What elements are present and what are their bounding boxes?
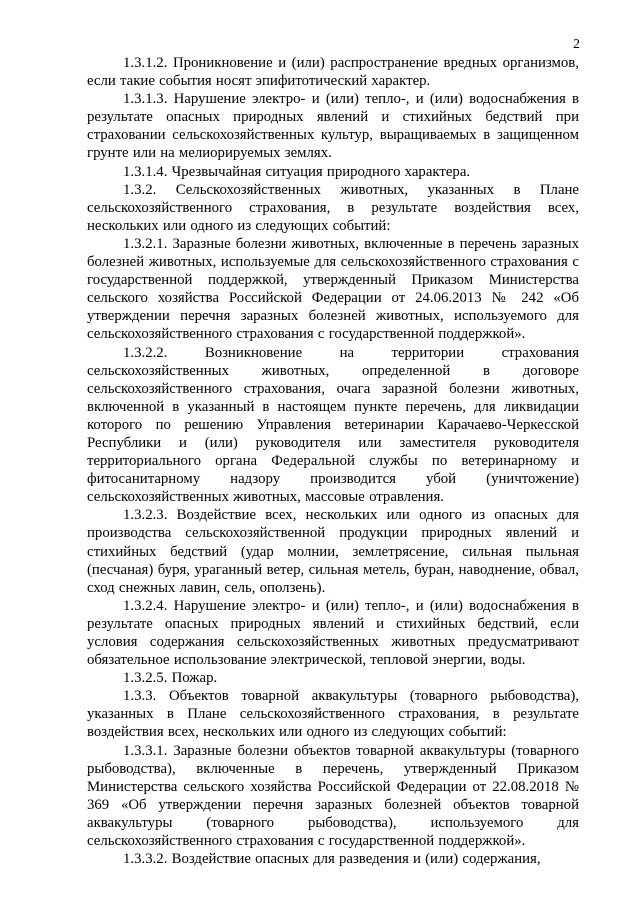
paragraph-1-3-2-1: 1.3.2.1. Заразные болезни животных, включенные в перечень заразных болезней животных, используемые для сельскохозяйственного страхования с государственной поддержкой, утвержденный Приказом Министерства сельского хозяйства Российской Федерации от 24.06.2013 № 242 «Об утверждении перечня заразных болезней животных, используемого для сельскохозяйственного страхования с государственной поддержкой». [87,235,579,343]
paragraph-1-3-2-4: 1.3.2.4. Нарушение электро- и (или) тепло-, и (или) водоснабжения в результате опасных природных явлений и стихийных бедствий, если условия содержания сельскохозяйственных животных предусматривают обязательное использование электрической, тепловой энергии, воды. [87,597,579,669]
paragraph-1-3-2-5: 1.3.2.5. Пожар. [123,670,218,687]
paragraph-1-3-1-3: 1.3.1.3. Нарушение электро- и (или) тепло-, и (или) водоснабжения в результате опасных природных явлений и стихийных бедствий при страховании сельскохозяйственных культур, выращиваемых в защищенном грунте или на мелиорируемых землях. [87,91,579,162]
paragraph-1-3-3-2: 1.3.3.2. Воздействие опасных для разведения и (или) содержания, [123,851,541,868]
document-body [87,54,579,868]
paragraph-1-3-2: 1.3.2. Сельскохозяйственных животных, указанных в Плане сельскохозяйственного страхования, в результате воздействия всех, нескольких или одного из следующих событий: [87,181,579,234]
paragraph-1-3-2-2: 1.3.2.2. Возникновение на территории страхования сельскохозяйственных животных, определенной в договоре сельскохозяйственного страхования, очага заразной болезни животных, включенной в указанный в настоящем пункте перечень, для ликвидации которого по решению Управления ветеринарии Карачаево-Черкесской Республики и (или) руководителя или заместителя руководителя территориального органа Федеральной службы по ветеринарному и фитосанитарному надзору производится убой (уничтожение) сельскохозяйственных животных, массовые отравления. [87,344,579,506]
paragraph-1-3-3: 1.3.3. Объектов товарной аквакультуры (товарного рыбоводства), указанных в Плане сельскохозяйственного страхования, в результате воздействия всех, нескольких или одного из следующих событий: [87,688,579,741]
paragraph-1-3-2-3: 1.3.2.3. Воздействие всех, нескольких или одного из опасных для производства сельскохозяйственной продукции природных явлений и стихийных бедствий (удар молнии, землетрясение, сильная пыльная (песчаная) буря, ураганный ветер, сильная метель, буран, наводнение, обвал, сход снежных лавин, сель, оползень). [87,507,579,596]
paragraph-1-3-1-4: 1.3.1.4. Чрезвычайная ситуация природного характера. [123,163,471,180]
page-number: 2 [573,37,580,52]
paragraph-1-3-3-1: 1.3.3.1. Заразные болезни объектов товарной аквакультуры (товарного рыбоводства), включенные в перечень, утвержденный Приказом Министерства сельского хозяйства Российской Федерации от 22.08.2018 № 369 «Об утверждении перечня заразных болезней объектов товарной аквакультуры (товарного рыбоводства), используемого для сельскохозяйственного страхования с государственной поддержкой». [87,742,579,850]
paragraph-1-3-1-2: 1.3.1.2. Проникновение и (или) распространение вредных организмов, если такие события носят эпифитотический характер. [87,55,579,90]
